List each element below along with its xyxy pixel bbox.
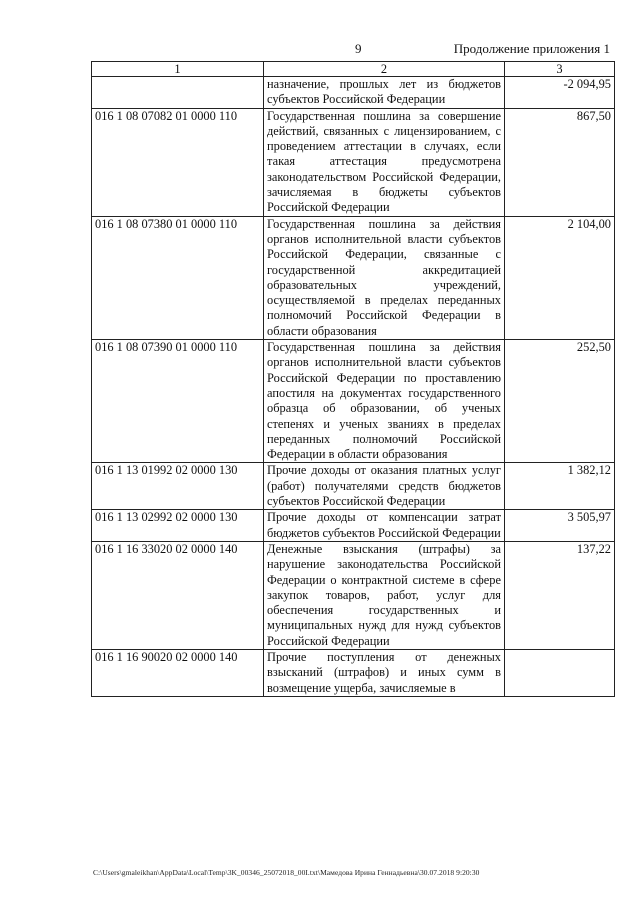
column-header: 2 xyxy=(264,62,505,77)
file-path-footer: C:\Users\gmaleikhan\AppData\Local\Temp\3K_00346_25072018_00I.txt\Мамедова Ирина Геннадьевна\30.07.2018 9:20:30 xyxy=(93,868,480,877)
amount: -2 094,95 xyxy=(505,77,615,109)
table-header-row xyxy=(92,62,615,77)
amount xyxy=(505,649,615,696)
income-description: назначение, прошлых лет из бюджетов субъектов Российской Федерации xyxy=(264,77,505,109)
amount: 3 505,97 xyxy=(505,510,615,542)
table-row xyxy=(92,77,615,109)
table-row xyxy=(92,216,615,339)
income-description: Прочие доходы от компенсации затрат бюджетов субъектов Российской Федерации xyxy=(264,510,505,542)
budget-code xyxy=(92,77,264,109)
amount: 2 104,00 xyxy=(505,216,615,339)
income-description: Государственная пошлина за совершение действий, связанных с лицензированием, с проведением аттестации в случаях, если такая аттестация предусмотрена законодательством Российской Федерации, зачисляемая в бюджеты субъектов Российской Федерации xyxy=(264,108,505,216)
budget-code: 016 1 08 07380 01 0000 110 xyxy=(92,216,264,339)
continuation-label: Продолжение приложения 1 xyxy=(453,41,610,56)
column-header: 1 xyxy=(92,62,264,77)
table-row xyxy=(92,541,615,649)
amount: 1 382,12 xyxy=(505,463,615,510)
page-number: 9 xyxy=(355,41,362,56)
budget-code: 016 1 16 90020 02 0000 140 xyxy=(92,649,264,696)
column-header: 3 xyxy=(505,62,615,77)
budget-code: 016 1 08 07082 01 0000 110 xyxy=(92,108,264,216)
budget-code: 016 1 13 01992 02 0000 130 xyxy=(92,463,264,510)
budget-code: 016 1 13 02992 02 0000 130 xyxy=(92,510,264,542)
revenue-table xyxy=(91,61,615,697)
income-description: Государственная пошлина за действия органов исполнительной власти субъектов Российской Федерации, связанные с государственной аккредитацией образовательных учреждений, осуществляемой в пределах переданных полномочий Российской Федерации в области образования xyxy=(264,216,505,339)
budget-code: 016 1 16 33020 02 0000 140 xyxy=(92,541,264,649)
amount: 867,50 xyxy=(505,108,615,216)
table-row xyxy=(92,510,615,542)
table-row xyxy=(92,108,615,216)
table-row xyxy=(92,649,615,696)
income-description: Государственная пошлина за действия органов исполнительной власти субъектов Российской Федерации по проставлению апостиля на документах государственного образца об образовании, об ученых степенях и ученых званиях в пределах переданных полномочий Российской Федерации в области образования xyxy=(264,340,505,463)
income-description: Прочие поступления от денежных взысканий (штрафов) и иных сумм в возмещение ущерба, зачисляемые в xyxy=(264,649,505,696)
table-row xyxy=(92,340,615,463)
income-description: Прочие доходы от оказания платных услуг (работ) получателями средств бюджетов субъектов Российской Федерации xyxy=(264,463,505,510)
table-row xyxy=(92,463,615,510)
amount: 137,22 xyxy=(505,541,615,649)
amount: 252,50 xyxy=(505,340,615,463)
budget-code: 016 1 08 07390 01 0000 110 xyxy=(92,340,264,463)
income-description: Денежные взыскания (штрафы) за нарушение законодательства Российской Федерации о контрактной системе в сфере закупок товаров, работ, услуг для обеспечения государственных и муниципальных нужд для нужд субъектов Российской Федерации xyxy=(264,541,505,649)
